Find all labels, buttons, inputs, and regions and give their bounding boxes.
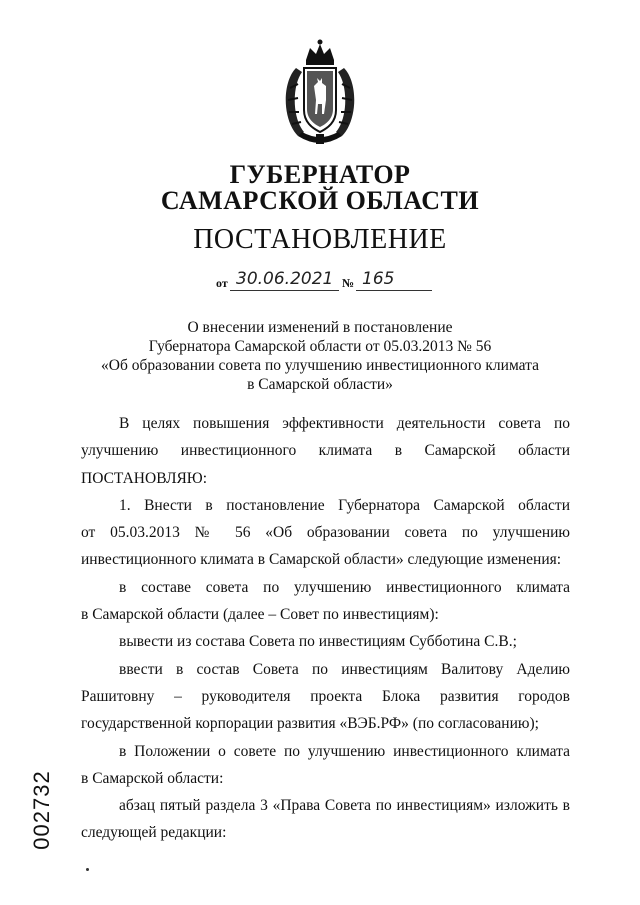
- document-body: [81, 410, 570, 847]
- body-line: следующей редакции:: [81, 824, 227, 842]
- body-line: государственной корпорации развития «ВЭБ.РФ» (по согласованию);: [81, 715, 539, 733]
- margin-stamp-number: [24, 770, 60, 850]
- body-line: в составе совета по улучшению инвестиционного климата: [119, 578, 570, 596]
- subject-line: «Об образовании совета по улучшению инвестиционного климата: [101, 357, 539, 374]
- issuer-title-line2: САМАРСКОЙ ОБЛАСТИ: [160, 186, 480, 215]
- body-line: 1. Внести в постановление Губернатора Самарской области: [119, 496, 570, 514]
- body-line: улучшению инвестиционного климата в Самарской области: [81, 442, 570, 460]
- date-prefix: от: [216, 276, 228, 290]
- body-line: вывести из состава Совета по инвестициям Субботина С.В.;: [119, 633, 517, 651]
- body-line: в Самарской области:: [81, 769, 224, 787]
- body-line: абзац пятый раздела 3 «Права Совета по инвестициям» изложить в: [119, 797, 570, 815]
- subject-line: Губернатора Самарской области от 05.03.2013 № 56: [148, 338, 492, 355]
- scan-speck: [86, 868, 89, 871]
- body-line: Рашитовну – руководителя проекта Блока развития городов: [81, 687, 570, 705]
- number-prefix: №: [342, 276, 355, 290]
- body-line: ввести в состав Совета по инвестициям Валитову Аделию: [119, 660, 570, 678]
- body-line: ПОСТАНОВЛЯЮ:: [81, 469, 208, 487]
- handwritten-date: 30.06.2021: [230, 268, 339, 291]
- document-subject: [90, 318, 550, 394]
- samara-coat-of-arms-icon: [276, 38, 364, 150]
- margin-stamp-text: 002732: [29, 770, 54, 850]
- body-line: в Положении о совете по улучшению инвестиционного климата: [119, 742, 570, 760]
- handwritten-number: 165: [356, 268, 432, 291]
- body-line: от 05.03.2013 № 56 «Об образовании совета по улучшению: [81, 524, 570, 542]
- date-number-line: [216, 268, 446, 290]
- body-line: инвестиционного климата в Самарской области» следующие изменения:: [81, 551, 562, 569]
- body-line: В целях повышения эффективности деятельности совета по: [119, 415, 570, 432]
- document-type-title: ПОСТАНОВЛЕНИЕ: [193, 224, 447, 255]
- subject-line: в Самарской области»: [247, 376, 393, 393]
- body-line: в Самарской области (далее – Совет по инвестициям):: [81, 606, 439, 624]
- subject-line: О внесении изменений в постановление: [187, 319, 453, 336]
- issuer-title-line1: ГУБЕРНАТОР: [229, 160, 411, 189]
